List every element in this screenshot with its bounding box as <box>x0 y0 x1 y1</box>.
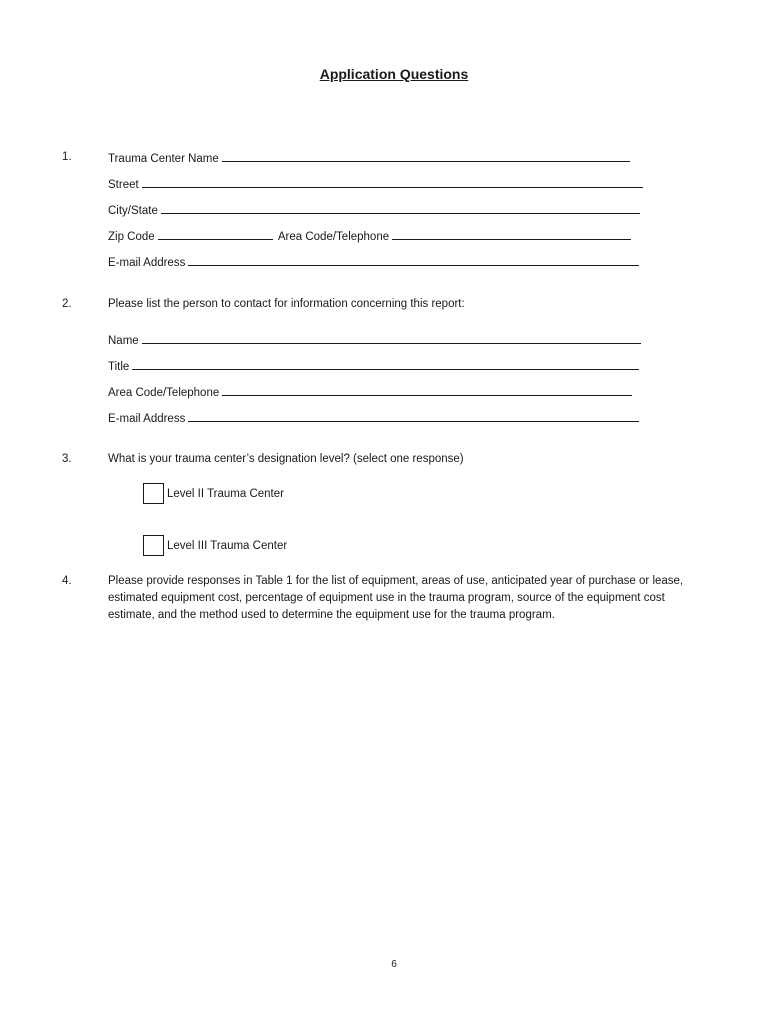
question-1-number: 1. <box>62 151 72 163</box>
question-4-number: 4. <box>62 575 72 587</box>
trauma-center-name-field <box>108 151 630 165</box>
trauma-center-name-input[interactable] <box>222 151 630 162</box>
level-iii-checkbox[interactable] <box>143 535 164 556</box>
question-4-text: Please provide responses in Table 1 for the list of equipment, areas of use, anticipated year of purchase or lease, estimated equipment cost, percentage of equipment use in the trauma program, source of the equipment cost estimate, and the method used to determine the equipment use for the trauma program. <box>108 575 684 621</box>
zip-code-input[interactable] <box>158 229 273 240</box>
question-2-text: Please list the person to contact for information concerning this report: <box>108 298 465 310</box>
area-code-telephone-input[interactable] <box>392 229 631 240</box>
contact-email-field <box>108 411 639 425</box>
city-state-input[interactable] <box>161 203 640 214</box>
street-input[interactable] <box>142 177 643 188</box>
contact-email-input[interactable] <box>188 411 639 422</box>
contact-title-field <box>108 359 639 373</box>
level-ii-label: Level II Trauma Center <box>167 488 284 500</box>
contact-email-label: E-mail Address <box>108 413 186 425</box>
city-state-field <box>108 203 640 217</box>
trauma-center-name-label: Trauma Center Name <box>108 153 219 165</box>
contact-title-label: Title <box>108 361 130 373</box>
street-field <box>108 177 643 191</box>
contact-name-label: Name <box>108 335 139 347</box>
email-field <box>108 255 639 269</box>
page-title: Application Questions <box>319 66 469 82</box>
area-code-telephone-label: Area Code/Telephone <box>277 231 390 243</box>
question-2-number: 2. <box>62 298 72 310</box>
question-3-text: What is your trauma center’s designation level? (select one response) <box>108 453 464 465</box>
page-number: 6 <box>391 959 397 970</box>
level-ii-checkbox[interactable] <box>143 483 164 504</box>
city-state-label: City/State <box>108 205 158 217</box>
contact-name-field <box>108 333 641 347</box>
contact-name-input[interactable] <box>142 333 641 344</box>
contact-phone-input[interactable] <box>222 385 632 396</box>
contact-title-input[interactable] <box>132 359 639 370</box>
email-label: E-mail Address <box>108 257 186 269</box>
street-label: Street <box>108 179 139 191</box>
question-3-number: 3. <box>62 453 72 465</box>
email-input[interactable] <box>188 255 639 266</box>
contact-phone-field <box>108 385 632 399</box>
zip-phone-field <box>108 229 631 243</box>
zip-code-label: Zip Code <box>108 231 155 243</box>
level-iii-label: Level III Trauma Center <box>167 540 288 552</box>
contact-phone-label: Area Code/Telephone <box>108 387 220 399</box>
